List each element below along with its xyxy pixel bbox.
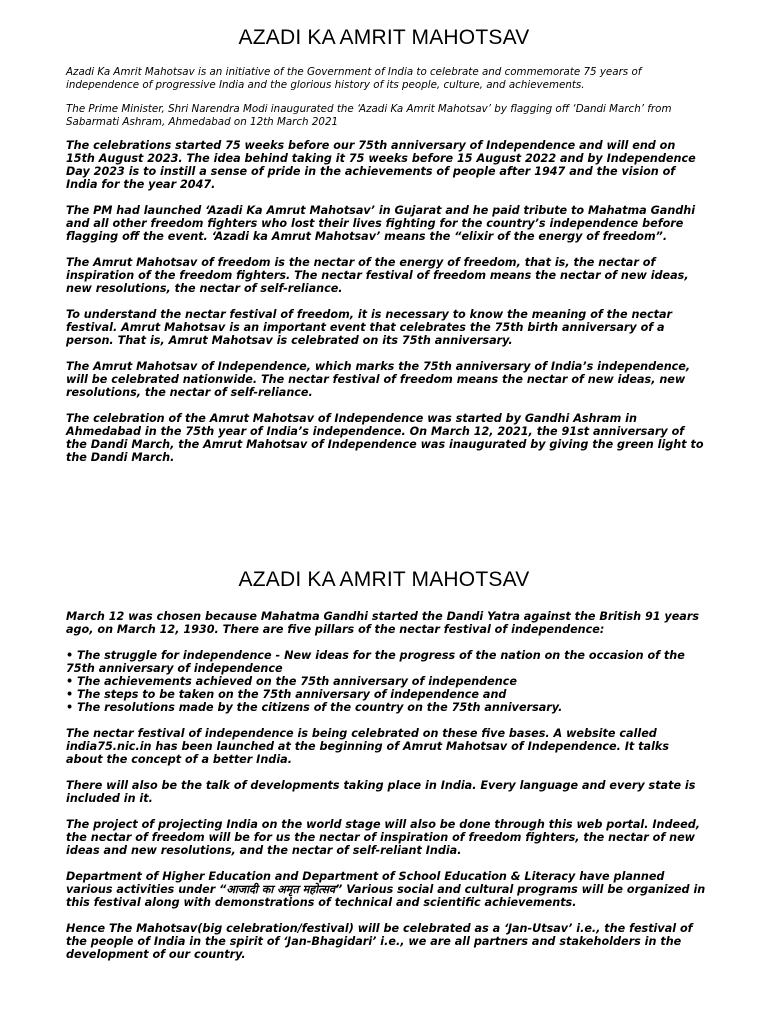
page2-paragraph-2: There will also be the talk of developments taking place in India. Every language and every state is included in it.: [66, 779, 696, 805]
intro-paragraph-1: Azadi Ka Amrit Mahotsav is an initiative of the Government of India to celebrate and commemorate 75 years of independence of progressive India and the glorious history of its people, culture, and achievements.: [66, 66, 642, 92]
page2-paragraph-intro: March 12 was chosen because Mahatma Gandhi started the Dandi Yatra against the British 91 years ago, on March 12, 1930. There are five pillars of the nectar festival of independence:: [66, 610, 700, 636]
page1-paragraph-4: To understand the nectar festival of freedom, it is necessary to know the meaning of the nectar festival. Amrut Mahotsav is an important event that celebrates the 75th birth anniversary of a person. That is, Amrut Mahotsav is celebrated on its 75th anniversary.: [66, 308, 673, 348]
page2-paragraph-3: The project of projecting India on the world stage will also be done through this web portal. Indeed, the nectar of freedom will be for us the nectar of inspiration of freedom fighters, the nectar of new ideas and new resolutions, and the nectar of self-reliant India.: [66, 818, 700, 857]
pillar-bullet-1: • The struggle for independence - New ideas for the progress of the nation on the occasion of the 75th anniversary of independence: [66, 649, 685, 675]
page2-content: [66, 610, 706, 961]
intro-paragraph-2: The Prime Minister, Shri Narendra Modi inaugurated the ‘Azadi Ka Amrit Mahotsav’ by flagging off ‘Dandi March’ from Sabarmati Ashram, Ahmedabad on 12th March 2021: [66, 102, 672, 128]
page2-title: AZADI KA AMRIT MAHOTSAV: [238, 568, 530, 591]
page1-paragraph-5: The Amrut Mahotsav of Independence, which marks the 75th anniversary of India’s independence, will be celebrated nationwide. The nectar festival of freedom means the nectar of new ideas, new resolutions, the nectar of self-reliance.: [66, 360, 691, 400]
page2-paragraph-5: Hence The Mahotsav(big celebration/festival) will be celebrated as a ‘Jan-Utsav’ i.e., the festival of the people of India in the spirit of ‘Jan-Bhagidari’ i.e., we are all partners and stakeholders in the development of our country.: [66, 922, 693, 961]
page1-paragraph-1: The celebrations started 75 weeks before our 75th anniversary of Independence and will end on 15th August 2023. The idea behind taking it 75 weeks before 15 August 2022 and by Independence Day 2023 is to instill a sense of pride in the achievements of people after 1947 and the vision of India for the year 2047.: [66, 139, 696, 192]
page1-content: [66, 66, 706, 464]
pillar-bullet-3: • The steps to be taken on the 75th anniversary of independence and: [66, 688, 507, 701]
page2-paragraph-4: Department of Higher Education and Department of School Education & Literacy have planned various activities under “आजादी का अमृत महोत्सव” Various social and cultural programs will be organized in this festival along with demonstrations of technical and scientific achievements.: [66, 870, 706, 909]
page2-paragraph-1: The nectar festival of independence is being celebrated on these five bases. A website called india75.nic.in has been launched at the beginning of Amrut Mahotsav of Independence. It talks about the concept of a better India.: [66, 727, 670, 766]
page1-paragraph-2: The PM had launched ‘Azadi Ka Amrut Mahotsav’ in Gujarat and he paid tribute to Mahatma Gandhi and all other freedom fighters who lost their lives fighting for the country’s independence before flagging off the event. ‘Azadi ka Amrut Mahotsav’ means the “elixir of the energy of freedom”.: [66, 204, 696, 244]
pillar-bullet-4: • The resolutions made by the citizens of the country on the 75th anniversary.: [66, 701, 563, 714]
page1-title: AZADI KA AMRIT MAHOTSAV: [238, 26, 530, 49]
page1-paragraph-6: The celebration of the Amrut Mahotsav of Independence was started by Gandhi Ashram in Ahmedabad in the 75th year of India’s independence. On March 12, 2021, the 91st anniversary of the Dandi March, the Amrut Mahotsav of Independence was inaugurated by giving the green light to the Dandi March.: [66, 412, 704, 465]
pillar-bullet-2: • The achievements achieved on the 75th anniversary of independence: [66, 675, 517, 688]
page1-paragraph-3: The Amrut Mahotsav of freedom is the nectar of the energy of freedom, that is, the nectar of inspiration of the freedom fighters. The nectar festival of freedom means the nectar of new ideas, new resolutions, the nectar of self-reliance.: [66, 256, 689, 296]
